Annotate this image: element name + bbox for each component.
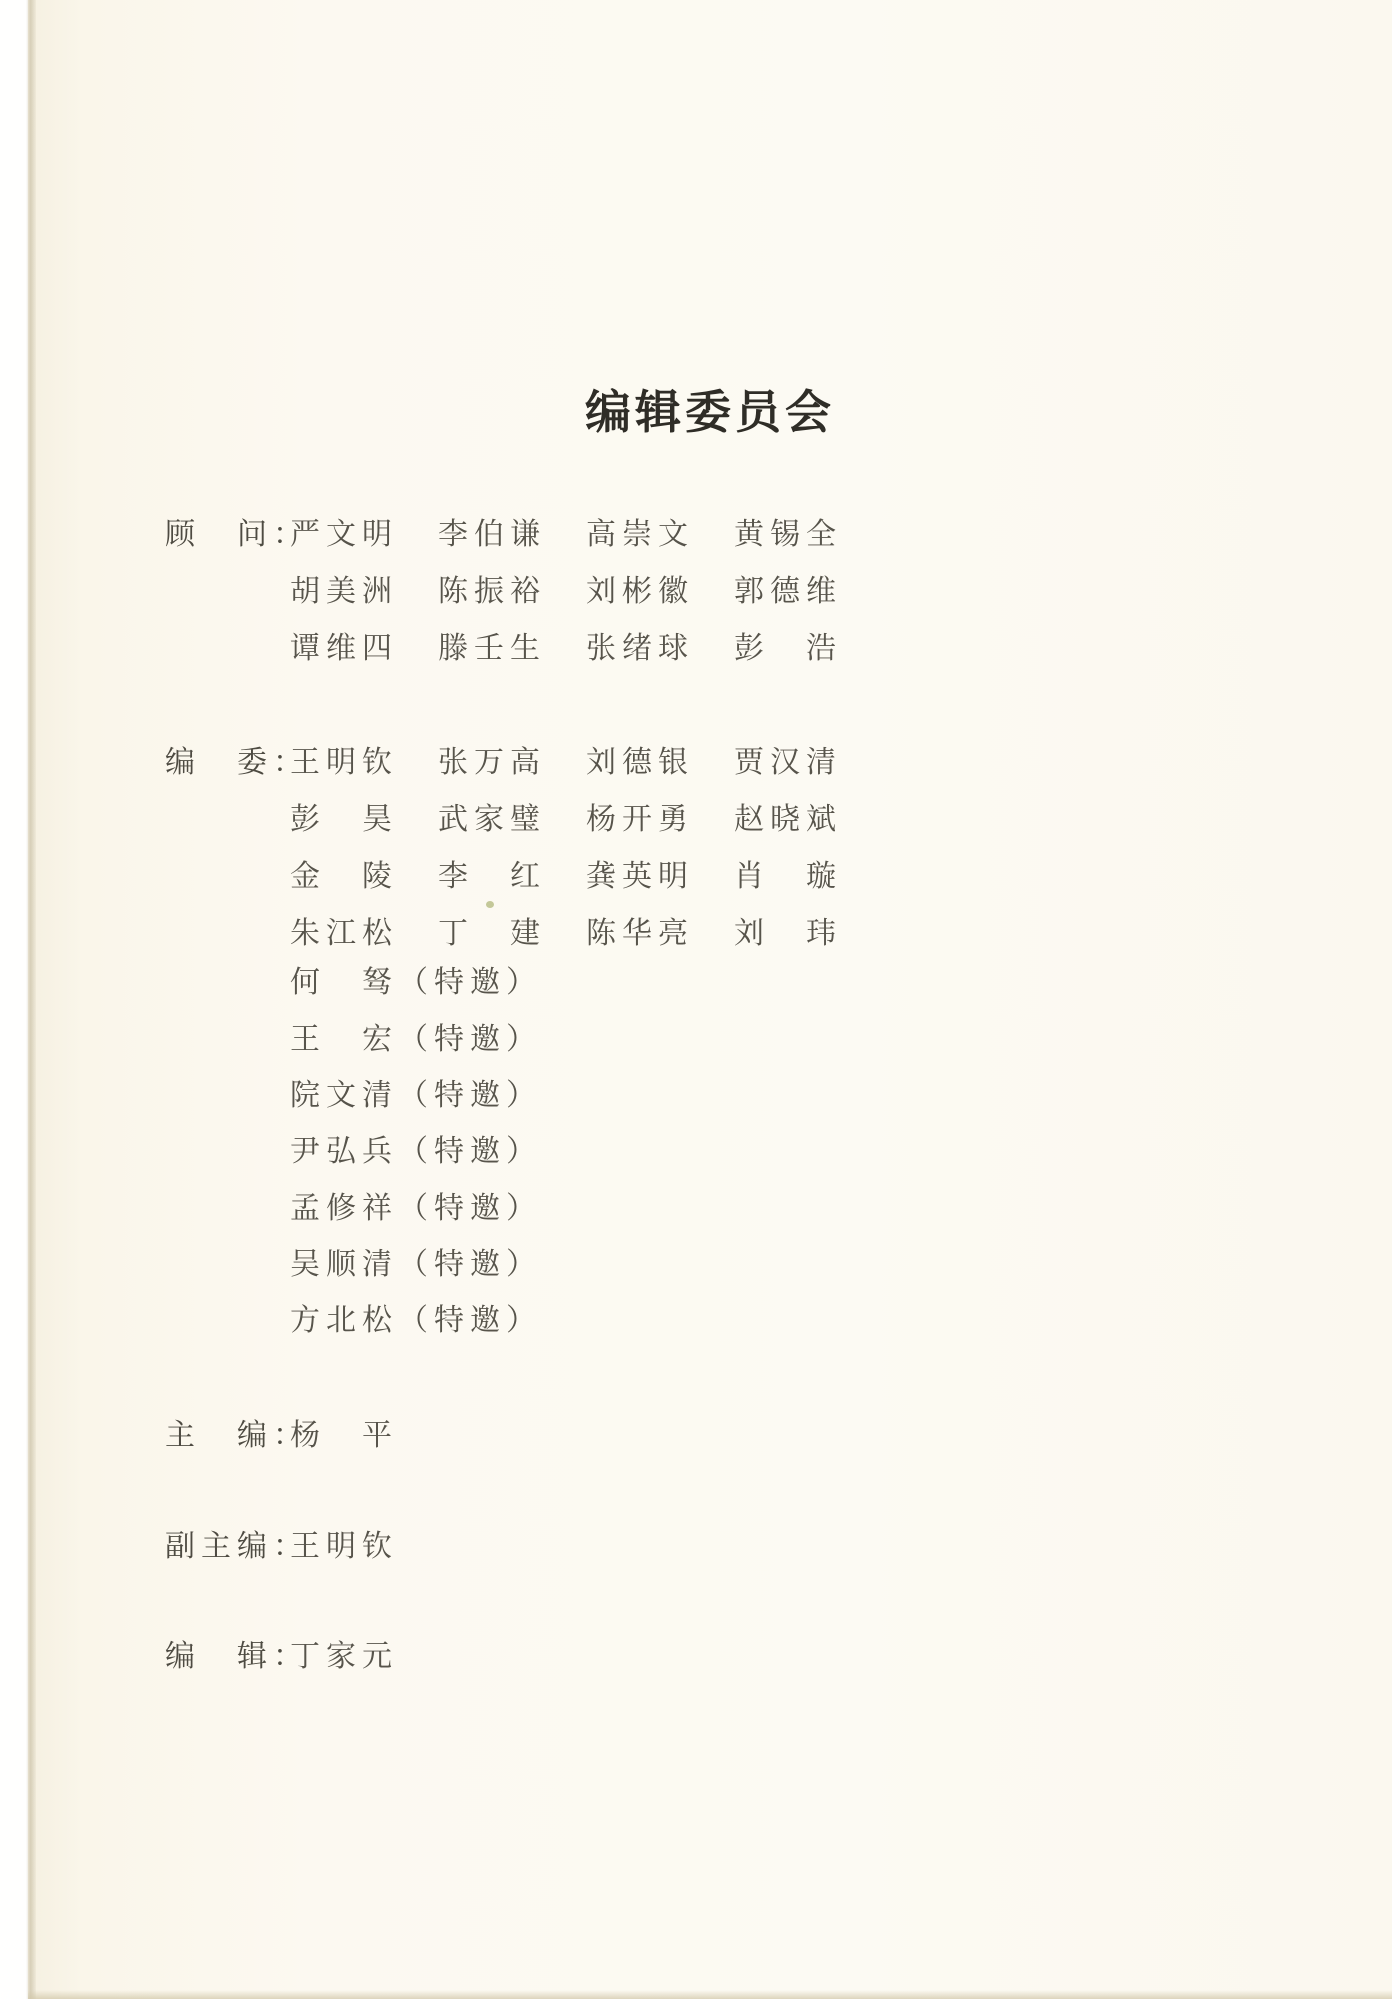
page-title: 编辑委员会 (585, 385, 835, 439)
member-name: 方北松（特邀） (290, 1304, 542, 1337)
member-name: 吴顺清（特邀） (290, 1248, 542, 1281)
member-name: 龚英明 (586, 860, 694, 893)
member-name: 朱江松 (290, 917, 398, 950)
member-row (290, 1407, 1362, 1465)
member-row (290, 1011, 1362, 1069)
member-row (290, 620, 1362, 678)
member-name: 严文明 (290, 518, 398, 551)
member-row (290, 1123, 1362, 1181)
member-name: 杨开勇 (586, 803, 694, 836)
role-label: 顾 问： (165, 518, 309, 551)
member-name: 张万高 (438, 746, 546, 779)
member-name: 肖 璇 (734, 860, 842, 893)
member-name: 刘彬徽 (586, 575, 694, 608)
member-name: 院文清（特邀） (290, 1079, 542, 1112)
member-row (290, 848, 1362, 906)
role-label: 主 编： (165, 1419, 309, 1452)
member-row (290, 506, 1362, 564)
member-name: 彭 昊 (290, 803, 398, 836)
member-name: 李 红 (438, 860, 546, 893)
member-name: 武家璧 (438, 803, 546, 836)
member-row (290, 1518, 1362, 1576)
member-row (290, 563, 1362, 621)
member-name: 郭德维 (734, 575, 842, 608)
member-row (290, 1628, 1362, 1686)
member-name: 陈华亮 (586, 917, 694, 950)
member-name: 滕壬生 (438, 632, 546, 665)
member-name: 张绪球 (586, 632, 694, 665)
member-name: 金 陵 (290, 860, 398, 893)
member-name: 丁 建 (438, 917, 546, 950)
member-name: 王明钦 (290, 746, 398, 779)
member-name: 孟修祥（特邀） (290, 1192, 542, 1225)
member-name: 胡美洲 (290, 575, 398, 608)
member-name: 王明钦 (290, 1530, 398, 1563)
role-label: 编 委： (165, 746, 309, 779)
member-name: 黄锡全 (734, 518, 842, 551)
member-row (290, 1236, 1362, 1294)
member-row (290, 1180, 1362, 1238)
role-label: 编 辑： (165, 1640, 309, 1673)
role-label: 副主编： (165, 1530, 309, 1563)
member-name: 刘 玮 (734, 917, 842, 950)
member-name: 何 驽（特邀） (290, 966, 542, 999)
member-name: 杨 平 (290, 1419, 398, 1452)
member-row (290, 1067, 1362, 1125)
member-row (290, 954, 1362, 1012)
member-name: 王 宏（特邀） (290, 1023, 542, 1056)
member-name: 李伯谦 (438, 518, 546, 551)
page-bottom-edge-shadow (28, 1990, 1392, 1999)
member-name: 尹弘兵（特邀） (290, 1135, 542, 1168)
page-left-edge-shadow (26, 0, 36, 1999)
member-row (290, 1292, 1362, 1350)
member-name: 彭 浩 (734, 632, 842, 665)
member-name: 赵晓斌 (734, 803, 842, 836)
member-name: 刘德银 (586, 746, 694, 779)
member-name: 高崇文 (586, 518, 694, 551)
member-name: 丁家元 (290, 1640, 398, 1673)
member-name: 贾汉清 (734, 746, 842, 779)
member-row (290, 734, 1362, 792)
member-name: 谭维四 (290, 632, 398, 665)
member-name: 陈振裕 (438, 575, 546, 608)
member-row (290, 791, 1362, 849)
